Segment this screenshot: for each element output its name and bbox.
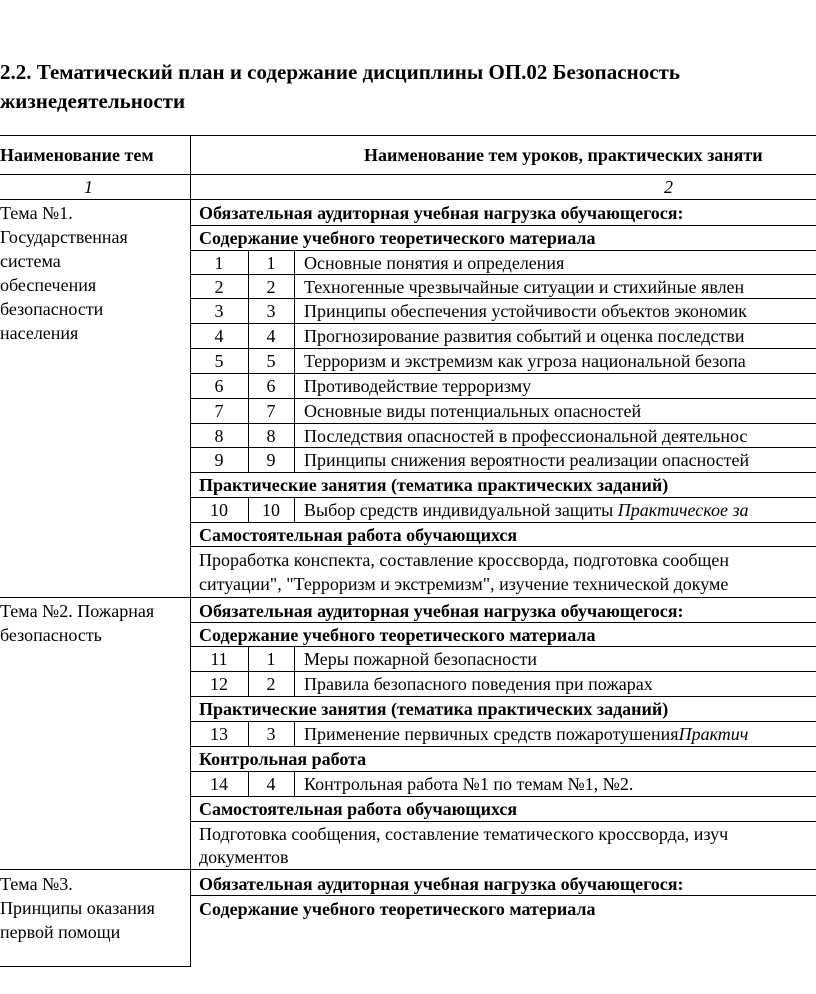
lesson-topic-number: 7 <box>266 401 276 421</box>
lesson-title: Принципы обеспечения устойчивости объектов экономик <box>304 301 747 321</box>
topic-name-line: Тема №3. <box>0 874 73 894</box>
topic-name-line: Тема №1. <box>0 203 73 223</box>
lesson-title: Техногенные чрезвычайные ситуации и стихийные явлен <box>304 277 745 297</box>
topic-name-line: безопасность <box>0 625 102 645</box>
lesson-topic-number: 9 <box>266 450 276 470</box>
selfwork-text-line: ситуации", "Терроризм и экстремизм", изучение технической докуме <box>199 574 729 594</box>
selfwork-text-line: документов <box>199 847 289 867</box>
lesson-topic-number: 10 <box>262 500 280 520</box>
lesson-number: 3 <box>214 301 224 321</box>
topic-name-line: система <box>0 251 61 271</box>
lesson-title: Прогнозирование развития событий и оценка последстви <box>304 326 745 346</box>
lesson-topic-number: 3 <box>266 301 276 321</box>
lesson-type-label: Практическое за <box>617 500 749 520</box>
lesson-topic-number: 2 <box>266 674 276 694</box>
topic-name-line: обеспечения <box>0 275 97 295</box>
lesson-topic-number: 1 <box>266 649 276 669</box>
load-heading: Обязательная аудиторная учебная нагрузка обучающегося: <box>199 874 684 894</box>
topic-name-line: Тема №2. Пожарная <box>0 601 155 621</box>
lesson-topic-number: 4 <box>266 774 276 794</box>
lesson-title: Основные виды потенциальных опасностей <box>304 401 642 421</box>
lesson-number: 10 <box>210 500 228 520</box>
header-col-number-1: 1 <box>84 177 93 197</box>
lesson-title <box>304 723 748 745</box>
topic-name-line: безопасности <box>0 299 104 319</box>
lesson-title: Последствия опасностей в профессиональной деятельнос <box>304 426 748 446</box>
header-topics: Наименование тем <box>0 145 154 165</box>
lesson-number: 7 <box>214 401 224 421</box>
lesson-number: 8 <box>214 426 224 446</box>
lesson-topic-number: 6 <box>266 376 276 396</box>
lesson-title: Противодействие терроризму <box>304 376 532 396</box>
selfwork-text-line: Проработка конспекта, составление кроссворда, подготовка сообщен <box>199 550 730 570</box>
lesson-type-label: Практич <box>678 724 749 744</box>
lesson-title-text: Выбор средств индивидуальной защиты <box>304 500 618 520</box>
lesson-title <box>304 499 749 521</box>
lesson-topic-number: 1 <box>266 253 276 273</box>
lesson-title: Принципы снижения вероятности реализации опасностей <box>304 450 750 470</box>
topic-name-line: Государственная <box>0 227 128 247</box>
lesson-title: Основные понятия и определения <box>304 253 565 273</box>
selfwork-heading: Самостоятельная работа обучающихся <box>199 525 518 545</box>
lesson-title-text: Применение первичных средств пожаротушения <box>304 724 679 744</box>
selfwork-text-line: Подготовка сообщения, составление тематического кроссворда, изуч <box>199 824 729 844</box>
lesson-number: 14 <box>210 774 228 794</box>
header-lessons: Наименование тем уроков, практических заняти <box>364 145 763 165</box>
load-heading: Обязательная аудиторная учебная нагрузка обучающегося: <box>199 601 684 621</box>
theory-heading: Содержание учебного теоретического материала <box>199 228 596 248</box>
control-heading: Контрольная работа <box>199 749 367 769</box>
lesson-number: 1 <box>214 253 224 273</box>
lesson-title: Правила безопасного поведения при пожарах <box>304 674 653 694</box>
theory-heading: Содержание учебного теоретического материала <box>199 899 596 919</box>
lesson-topic-number: 3 <box>266 724 276 744</box>
header-col-number-2: 2 <box>664 177 673 197</box>
lesson-number: 2 <box>214 277 224 297</box>
lesson-topic-number: 4 <box>266 326 276 346</box>
lesson-title: Терроризм и экстремизм как угроза национальной безопа <box>304 351 746 371</box>
lesson-topic-number: 8 <box>266 426 276 446</box>
lesson-number: 11 <box>210 649 228 669</box>
lesson-number: 13 <box>210 724 228 744</box>
lesson-number: 5 <box>214 351 224 371</box>
selfwork-heading: Самостоятельная работа обучающихся <box>199 799 518 819</box>
topic-name-line: первой помощи <box>0 922 121 942</box>
practice-heading: Практические занятия (тематика практических заданий) <box>199 475 669 495</box>
topic-name-line: населения <box>0 323 79 343</box>
title-line-2: жизнедеятельности <box>0 89 186 113</box>
load-heading: Обязательная аудиторная учебная нагрузка обучающегося: <box>199 203 684 223</box>
lesson-topic-number: 5 <box>266 351 276 371</box>
theory-heading: Содержание учебного теоретического материала <box>199 625 596 645</box>
title-line-1: 2.2. Тематический план и содержание дисциплины ОП.02 Безопасность <box>0 60 680 84</box>
lesson-number: 4 <box>214 326 224 346</box>
lesson-title: Меры пожарной безопасности <box>304 649 538 669</box>
topic-name-line: Принципы оказания <box>0 898 155 918</box>
lesson-topic-number: 2 <box>266 277 276 297</box>
lesson-number: 6 <box>214 376 224 396</box>
lesson-number: 12 <box>210 674 228 694</box>
practice-heading: Практические занятия (тематика практических заданий) <box>199 699 669 719</box>
lesson-number: 9 <box>214 450 224 470</box>
lesson-title: Контрольная работа №1 по темам №1, №2. <box>304 774 634 794</box>
